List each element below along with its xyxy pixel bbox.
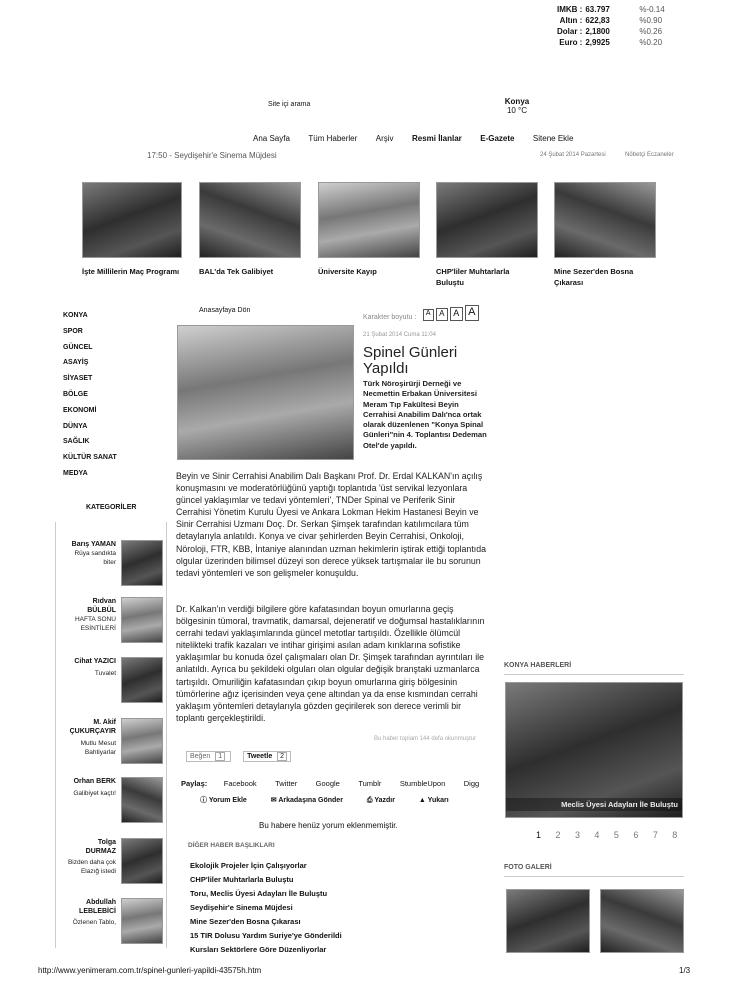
breaking-news-text[interactable]: 17:50 - Seydişehir'e Sinema Müjdesi [147,151,277,160]
arrow-up-icon: ▲ [418,797,426,804]
article-paragraph-1: Beyin ve Sinir Cerrahisi Anabilim Dalı Başkanı Prof. Dr. Erdal KALKAN'ın açılış konuşmasını ve moderatörlüğünü yaptığı toplantıda 'üst servikal lezyonlara güncel yaklaşımlar ve tedavi yöntemleri', TNDer Spinal ve Periferik Sinir Cerrahisi Yönetim Kurulu Üyesi ve Ankara Lokman Hekim Hastanesi Beyin ve Sinir Cerrahisi Uzmanı Doç. Dr. Serkan Şimşek tarafından katılımcılara tüm detaylarıyla anlatıldı. Konya ve civar şehirlerden Beyin Cerrahisi, Onkoloji, Nöroloji, FTR, KBB, İntaniye alanından uzman hekimlerin iştirak ettiği toplantıda olgular üzerinden bilimsel düzeyi son derece yüksek tartışmalar ile bu sorunun tedavi yöntemleri ve son gelişmeler konuşuldu. [176,471,486,578]
ticker-row [557,15,665,26]
photo-gallery-thumb-1[interactable] [506,889,590,953]
category-menu [63,308,117,482]
pager-page-1[interactable]: 1 [536,830,542,840]
site-search-label[interactable]: Site içi arama [268,101,311,108]
author-column-title[interactable]: Özlenen Tablo, [72,919,116,926]
pager-page-7[interactable]: 7 [652,830,658,840]
category-medya[interactable]: MEDYA [63,469,88,477]
font-size-3-button[interactable]: A [450,307,463,321]
other-news-item[interactable]: Seydişehir'e Sinema Müjdesi [190,903,293,912]
add-comment-label[interactable]: Yorum Ekle [208,797,247,804]
category-siyaset[interactable]: SİYASET [63,375,93,383]
photo-gallery-heading: FOTO GALERİ [504,864,552,871]
author-entry-3[interactable] [55,657,165,715]
ticker-change: %-0.14 [639,5,665,14]
font-size-control [363,303,479,321]
author-entry-1[interactable] [55,540,165,598]
main-nav [253,128,587,146]
nav-archive[interactable]: Arşiv [375,134,394,143]
author-entry-5[interactable] [55,777,165,835]
konya-news-heading: KONYA HABERLERİ [504,662,572,669]
pager-page-8[interactable]: 8 [672,830,678,840]
author-photo[interactable] [121,718,163,764]
tweet-label[interactable]: Tweetle [247,753,273,760]
headline-thumb-5[interactable] [554,182,656,288]
ticker-row [557,37,665,48]
headline-thumb-image[interactable] [318,182,420,258]
other-news-item[interactable]: CHP'liler Muhtarlarla Buluştu [190,875,294,884]
nav-add-site[interactable]: Sitene Ekle [532,134,574,143]
ticker-row [557,26,665,37]
author-entry-4[interactable] [55,718,165,776]
category-dunya[interactable]: DÜNYA [63,422,88,430]
ticker-label: IMKB : [557,5,583,14]
comment-icon: ⓘ [200,797,207,804]
author-name[interactable]: Barış YAMAN [71,541,116,548]
print-footer-url: http://www.yenimeram.com.tr/spinel-gunleri-yapildi-43575h.htm [38,966,262,975]
add-comment-action[interactable] [200,797,247,804]
author-entry-7[interactable] [55,898,165,956]
author-photo[interactable] [121,657,163,703]
headline-thumb-2[interactable] [199,182,301,277]
ticker-label: Euro : [559,38,583,47]
author-column-title[interactable]: Bizden daha çok Elazığ istedi [67,859,116,875]
ticker-value: 2,1800 [585,27,610,36]
author-photo[interactable] [121,838,163,884]
author-column-title[interactable]: Galibiyet kaçtı! [73,790,116,797]
back-to-home-link[interactable]: Anasayfaya Dön [199,307,251,314]
headline-thumb-caption[interactable]: CHP'liler Muhtarlarla Buluştu [436,267,510,287]
konya-news-pager [536,825,687,843]
headline-thumb-caption[interactable]: İşte Millilerin Maç Programı [82,267,180,276]
ticker-row [557,4,665,15]
weather-widget [504,97,530,115]
category-bolge[interactable]: BÖLGE [63,390,88,398]
font-size-2-button[interactable]: A [436,308,448,321]
like-label[interactable]: Beğen [190,753,211,760]
headline-thumb-image[interactable] [199,182,301,258]
headline-thumb-image[interactable] [554,182,656,258]
ticker-label: Altın : [559,16,583,25]
nav-official-ads[interactable]: Resmi İlanlar [411,134,462,143]
font-size-label: Karakter boyutu : [363,314,417,321]
author-name[interactable]: Rıdvan BÜLBÜL [87,598,116,614]
send-friend-action[interactable] [271,797,343,804]
category-kultur-sanat[interactable]: KÜLTÜR SANAT [63,454,117,462]
author-photo[interactable] [121,597,163,643]
author-column-title[interactable]: Mutlu Mesut Bahtiyarlar [80,740,116,756]
other-news-item[interactable]: Ekolojik Projeler İçin Çalışıyorlar [190,861,307,870]
ticker-change: %0.26 [639,27,663,36]
konya-news-heading-rule [504,674,684,675]
article-lead: Türk Nöroşirürji Derneği ve Necmettin Erbakan Üniversitesi Meram Tıp Fakültesi Beyin Cerrahisi Anabilim Dalı'nca ortak olarak düzenlenen "Konya Spinal Günleri"nin 4. Toplantısı Dedeman Otel'de yapıldı. [363,379,487,450]
article-paragraph-2: Dr. Kalkan'ın verdiği bilgilere göre kafatasından boyun omurlarına geçiş bölgesinin tümoral, travmatik, damarsal, dejeneratif ve doğumsal hastalıklarının cerrahi tedavi yaklaşımlarında güncel metotlar tartışıldı. Özellikle ölümcül nitelikteki trafik kazaları ve intihar girişimi asılan adam kırıklarına sofistike yaklaşımlar bu konuda özel çalışmaları olan Dr. Şimşek tarafından ayrıntıları ile anlatıldı. Ayrıca bu şekildeki olguları olan olgular değişik branştaki uzmanlarca tartışıldı. Omuriliğin kafatasından çıkıp boyun omurlarına giriş bölgesinin tümörlerine ağız içerisinden veya çene altından ya da ense kısmından cerrahi yaklaşım yöntemleri detaylarıyla gözden geçirilerek son derece verimli bir toplantı gerçekleştirildi. [176,604,485,723]
pager-page-2[interactable]: 2 [555,830,561,840]
tweet-count: 2 [277,752,287,761]
current-date: 24 Şubat 2014 Pazartesi [540,152,606,158]
tweet-button[interactable] [243,751,291,762]
nav-all-news[interactable]: Tüm Haberler [308,134,358,143]
like-button[interactable] [186,751,231,762]
ticker-label: Dolar : [557,27,583,36]
author-entry-2[interactable] [55,597,165,655]
other-news-heading: DİĞER HABER BAŞLIKLARI [188,842,275,849]
photo-gallery-heading-rule [504,876,684,877]
no-comment-message: Bu habere henüz yorum eklenmemiştir. [259,821,398,830]
printer-icon: ⎙ [366,797,373,804]
article-photo [177,325,354,460]
author-entry-6[interactable] [55,838,165,896]
other-news-item[interactable]: Mine Sezer'den Bosna Çıkarası [190,917,301,926]
social-buttons [186,753,291,760]
pager-page-5[interactable]: 5 [613,830,619,840]
headline-thumb-image[interactable] [436,182,538,258]
article-date: 21 Şubat 2014 Cuma 11:04 [363,332,436,338]
article-title: Spinel Günleri Yapıldı [363,344,458,377]
other-news-item[interactable]: Toru, Meclis Üyesi Adayları İle Buluştu [190,889,328,898]
nav-e-gazete[interactable]: E-Gazete [480,134,515,143]
headline-thumb-1[interactable] [82,182,182,277]
scroll-up-action[interactable] [419,797,449,804]
photo-gallery-thumb-2[interactable] [600,889,684,953]
author-photo[interactable] [121,777,163,823]
pharmacy-link[interactable]: Nöbetçi Eczaneler [625,152,674,158]
author-photo[interactable] [121,898,163,944]
like-count: 1 [215,752,225,761]
print-label[interactable]: Yazdır [374,797,395,804]
pager-page-3[interactable]: 3 [574,830,580,840]
read-count-note: Bu haber toplam 144 defa okunmuştur [374,736,477,742]
category-ekonomi[interactable]: EKONOMİ [63,406,97,414]
pager-page-6[interactable]: 6 [633,830,639,840]
other-news-item[interactable]: 15 TIR Dolusu Yardım Suriye'ye Gönderildi [190,931,342,940]
print-action[interactable] [367,797,395,804]
share-twitter[interactable]: Twitter [275,779,298,788]
ticker-value: 63.797 [585,5,610,14]
category-spor[interactable]: SPOR [63,327,83,335]
pager-page-4[interactable]: 4 [594,830,600,840]
category-konya[interactable]: KONYA [63,312,88,319]
weather-temp: 10 °C [506,106,528,115]
font-size-1-button[interactable]: A [423,309,434,321]
ticker-change: %0.20 [639,38,663,47]
send-friend-label[interactable]: Arkadaşına Gönder [278,797,343,804]
market-ticker [557,4,665,48]
share-tumblr[interactable]: Tumblr [358,779,382,788]
font-size-4-button[interactable]: A [465,305,479,321]
nav-home[interactable]: Ana Sayfa [253,134,290,143]
category-asayis[interactable]: ASAYİŞ [63,359,89,367]
share-stumbleupon[interactable]: StumbleUpon [399,779,446,788]
other-news-item[interactable]: Kursları Sektörlere Göre Düzenliyorlar [190,945,327,954]
ticker-value: 2,9925 [585,38,610,47]
author-column-title[interactable]: Tuvalet [94,670,116,677]
weather-city: Konya [504,97,530,106]
headline-thumb-caption[interactable]: Mine Sezer'den Bosna Çıkarası [554,267,634,287]
share-row [181,773,479,791]
author-name[interactable]: Tolga DURMAZ [85,839,116,855]
author-name[interactable]: Orhan BERK [73,778,116,785]
article-actions [200,795,449,805]
ticker-value: 622,83 [585,16,610,25]
ticker-change: %0.90 [639,16,663,25]
author-name[interactable]: Abdullah LEBLEBİCİ [79,899,116,915]
author-photo[interactable] [121,540,163,586]
author-name[interactable]: Cihat YAZICI [74,658,116,665]
scroll-up-label[interactable]: Yukarı [427,797,449,804]
headline-thumb-caption[interactable]: BAL'da Tek Galibiyet [199,267,274,276]
headline-thumb-3[interactable] [318,182,420,277]
author-column-title[interactable]: HAFTA SONU ESİNTİLERİ [74,616,116,632]
konya-news-slide-caption[interactable]: Meclis Üyesi Adayları İle Buluştu [506,798,682,811]
print-footer-page: 1/3 [679,966,691,975]
other-news-list [190,859,342,957]
share-google[interactable]: Google [315,779,340,788]
share-digg[interactable]: Digg [463,779,480,788]
headline-thumb-caption[interactable]: Üniversite Kayıp [318,267,377,276]
konya-news-slide-image[interactable] [505,682,683,818]
share-label: Paylaş: [181,779,208,788]
share-facebook[interactable]: Facebook [223,779,257,788]
kategoriler-heading: KATEGORİLER [86,504,137,511]
author-name[interactable]: M. Akif ÇUKURÇAYIR [69,719,116,735]
category-guncel[interactable]: GÜNCEL [63,343,93,351]
author-column-title[interactable]: Rüya sandıkta biter [74,550,116,566]
headline-thumb-4[interactable] [436,182,538,288]
headline-thumb-image[interactable] [82,182,182,258]
category-saglik[interactable]: SAĞLIK [63,438,90,446]
envelope-icon: ✉ [270,797,277,804]
